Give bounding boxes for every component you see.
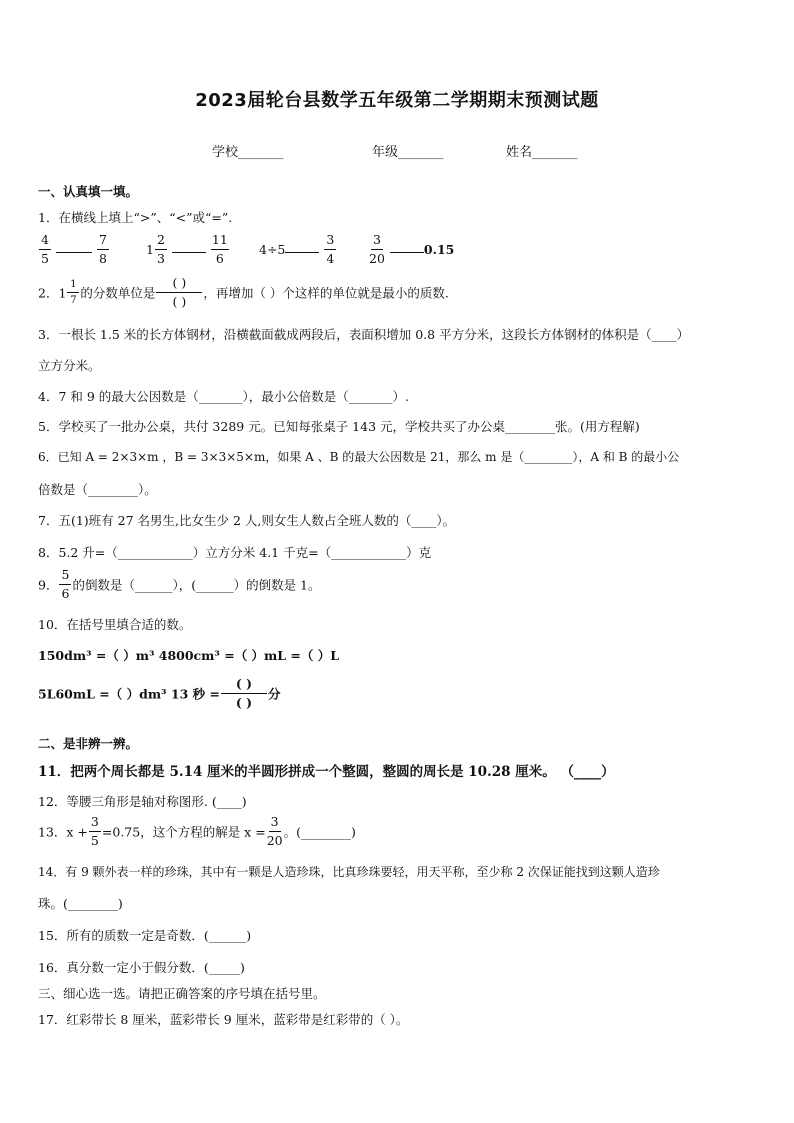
section-heading-2: 二、是非辨一辨。 [38,736,139,751]
section-heading-3: 三、细心选一选。请把正确答案的序号填在括号里。 [38,986,326,1001]
question-10: 10．在括号里填合适的数。 [38,617,192,632]
question-6: 6．已知 A = 2×3×m ，B = 3×3×5×m，如果 A 、B 的最大公因数是 21，那么 m 是（________），A 和 B 的最小公 [38,450,680,464]
question-11: 11．把两个周长都是 5.14 厘米的半圆形拼成一个整圆，整圆的周长是 10.28 厘米。 （____） [38,764,615,780]
question-16: 16．真分数一定小于假分数．(_____) [38,960,245,975]
section-heading-1: 一、认真填一填。 [38,184,139,199]
question-3-cont: 立方分米。 [38,358,101,373]
fraction: $\frac{4}{5}$ [39,234,51,265]
question-10-part-b: 5L60mL =（ ）dm³ 13 秒 = $\frac{( )}{( )}$ 分 [38,676,281,710]
question-4: 4．7 和 9 的最大公因数是（_______），最小公倍数是（_______）. [38,389,410,404]
question-14: 14．有 9 颗外表一样的珍珠，其中有一颗是人造珍珠，比真珍珠要轻，用天平称，至少称 2 次保证能找到这颗人造珍 [38,865,660,879]
fraction: $\frac{3}{4}$ [324,234,336,265]
question-9: 9． $\frac{5}{6}$ 的倒数是（______），(______）的倒数是 1。 [38,567,321,601]
fraction: $\frac{7}{8}$ [97,234,109,265]
question-12: 12．等腰三角形是轴对称图形. (____) [38,794,247,809]
question-10-part-a: 150dm³ =（ ）m³ 4800cm³ =（ ）mL =（ ）L [38,648,340,663]
question-8: 8．5.2 升=（____________）立方分米 4.1 千克=（____________）克 [38,545,432,560]
question-3: 3．一根长 1.5 米的长方体钢材，沿横截面截成两段后，表面积增加 0.8 平方分米，这段长方体钢材的体积是（____） [38,327,690,342]
name-field: 姓名_______ [506,145,578,160]
question-17: 17．红彩带长 8 厘米，蓝彩带长 9 厘米，蓝彩带是红彩带的（ ）。 [38,1012,409,1027]
question-1-items: 4÷5 $\frac{3}{4}$ [259,234,337,265]
question-1-items: $\frac{3}{20}$ 0.15 [369,232,455,266]
fraction: $\frac{2}{3}$ [155,234,167,265]
fraction: $\frac{3}{20}$ [369,232,385,266]
question-14-cont: 珠。(________) [38,896,123,911]
page-title: 2023届轮台县数学五年级第二学期期末预测试题 [195,90,599,111]
grade-field: 年级_______ [372,145,444,160]
answer-blank[interactable] [56,240,92,253]
answer-blank[interactable] [390,240,424,253]
question-13: 13．x + $\frac{3}{5}$ =0.75，这个方程的解是 x = $\frac{3}{20}$ 。(________) [38,814,356,848]
question-1: 1．在横线上填上“>”、“<”或“=”. [38,210,233,225]
question-1-items: 1 $\frac{2}{3}$ $\frac{11}{6}$ [146,232,228,266]
school-field: 学校_______ [212,145,284,160]
question-7: 7．五(1)班有 27 名男生,比女生少 2 人,则女生人数占全班人数的（____）。 [38,513,456,528]
question-5: 5．学校买了一批办公桌，共付 3289 元。已知每张桌子 143 元，学校共买了办公桌________张。(用方程解) [38,419,640,434]
fraction: $\frac{11}{6}$ [211,232,228,266]
answer-blank[interactable] [285,240,319,253]
question-6-cont: 倍数是（________）。 [38,482,157,497]
question-1-items [38,234,110,265]
answer-blank[interactable] [172,240,206,253]
question-15: 15．所有的质数一定是奇数．(______) [38,928,252,943]
question-2: 2．1 $\frac{1}{7}$ 的分数单位是 $\frac{( )}{( )}$ ，再增加（ ）个这样的单位就是最小的质数. [38,275,449,309]
